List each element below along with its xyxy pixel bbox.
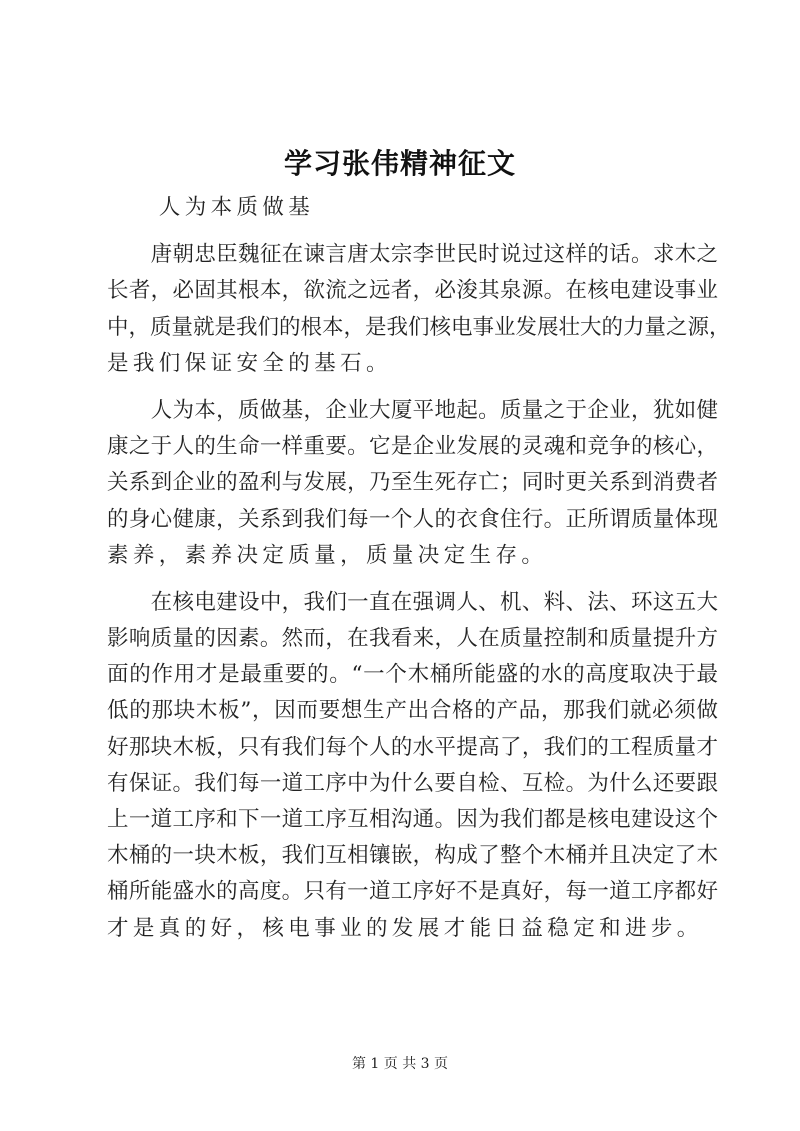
text-line: 上一道工序和下一道工序互相沟通。因为我们都是核电建设这个 (107, 807, 718, 832)
text-line: 才是真的好，核电事业的发展才能日益稳定和进步。 (107, 915, 703, 941)
text-line: 中，质量就是我们的根本，是我们核电事业发展壮大的力量之源， (107, 314, 731, 340)
text-line: 素养，素养决定质量，质量决定生存。 (107, 542, 548, 568)
text-line: 人为本，质做基，企业大厦平地起。质量之于企业，犹如健 (107, 397, 718, 423)
text-line: 的身心健康，关系到我们每一个人的衣食住行。正所谓质量体现 (107, 506, 718, 532)
text-line: 长者，必固其根本，欲流之远者，必浚其泉源。在核电建设事业 (107, 278, 718, 304)
text-line: 唐朝忠臣魏征在谏言唐太宗李世民时说过这样的话。求木之 (107, 242, 718, 268)
text-line: 人为本质做基 (107, 195, 315, 220)
text-line: 木桶的一块木板，我们互相镶嵌，构成了整个木桶并且决定了木 (107, 843, 718, 869)
document-body (107, 190, 731, 958)
text-line: 面的作用才是最重要的。“一个木桶所能盛的水的高度取决于最 (107, 662, 718, 688)
text-line: 低的那块木板”，因而要想生产出合格的产品，那我们就必须做 (107, 698, 718, 724)
page-footer: 第 1 页 共 3 页 (351, 1056, 449, 1072)
text-line: 关系到企业的盈利与发展，乃至生死存亡；同时更关系到消费者 (107, 470, 718, 496)
paragraph (107, 190, 718, 226)
document-title: 学习张伟精神征文 (283, 147, 516, 180)
paragraph (107, 393, 718, 574)
text-line: 有保证。我们每一道工序中为什么要自检、互检。为什么还要跟 (107, 770, 718, 796)
paragraph (107, 585, 718, 947)
text-line: 是我们保证安全的基石。 (107, 350, 392, 376)
text-line: 康之于人的生命一样重要。它是企业发展的灵魂和竞争的核心， (107, 434, 718, 460)
text-line: 影响质量的因素。然而，在我看来，人在质量控制和质量提升方 (107, 626, 718, 652)
text-line: 在核电建设中，我们一直在强调人、机、料、法、环这五大 (107, 589, 718, 615)
text-line: 好那块木板，只有我们每个人的水平提高了，我们的工程质量才 (107, 734, 718, 760)
text-line: 桶所能盛水的高度。只有一道工序好不是真好，每一道工序都好 (107, 879, 718, 905)
paragraph (107, 237, 731, 382)
